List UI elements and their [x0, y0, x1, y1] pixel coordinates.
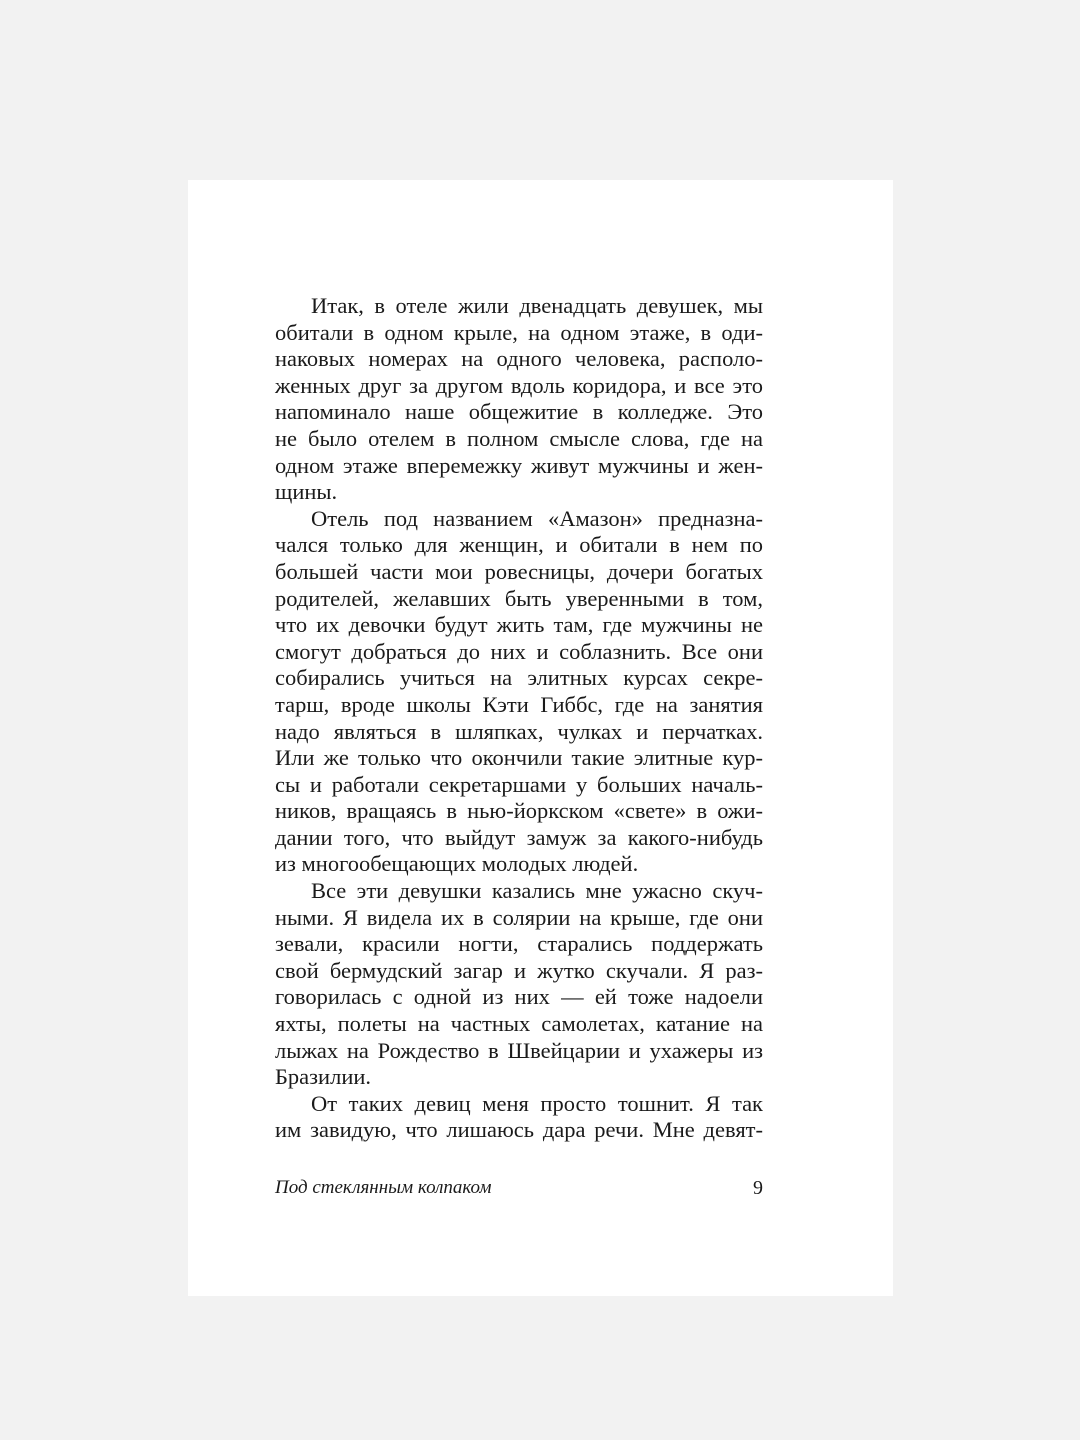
text-line: дании того, что выйдут замуж за какого-нибудь [275, 824, 763, 850]
text-line: большей части мои ровесницы, дочери богатых [275, 558, 763, 584]
text-line: женных друг за другом вдоль коридора, и все это [275, 372, 763, 398]
text-line: тарш, вроде школы Кэти Гиббс, где на занятия [275, 691, 763, 717]
text-line: щины. [275, 479, 338, 505]
text-line: Все эти девушки казались мне ужасно скуч- [311, 878, 763, 904]
text-line: Итак, в отеле жили двенадцать девушек, мы [311, 293, 763, 318]
text-line: свой бермудский загар и жутко скучали. Я раз- [275, 957, 763, 983]
text-line: смогут добраться до них и соблазнить. Все они [275, 638, 763, 664]
text-line: яхты, полеты на частных самолетах, катание на [275, 1011, 763, 1037]
body-text [275, 293, 763, 1144]
page-footer [275, 1177, 763, 1203]
text-line: из многообещающих молодых людей. [275, 851, 639, 877]
text-line: не было отелем в полном смысле слова, где на [275, 425, 763, 451]
text-line: одном этаже вперемежку живут мужчины и жен- [275, 452, 763, 478]
text-line: сы и работали секретаршами у больших началь- [275, 771, 763, 797]
text-line: зевали, красили ногти, старались поддержать [275, 931, 763, 957]
text-line: Или же только что окончили такие элитные кур- [275, 745, 763, 771]
text-line: Бразилии. [275, 1064, 372, 1090]
text-line: надо являться в шляпках, чулках и перчатках. [275, 718, 763, 744]
text-line: лыжах на Рождество в Швейцарии и ухажеры из [275, 1037, 763, 1063]
text-line: обитали в одном крыле, на одном этаже, в оди- [275, 319, 763, 345]
page-number: 9 [753, 1177, 763, 1199]
book-page [188, 180, 893, 1296]
text-line: ников, вращаясь в нью-йоркском «свете» в ожи- [275, 798, 763, 824]
text-line: собирались учиться на элитных курсах секре- [275, 665, 763, 691]
text-line: От таких девиц меня просто тошнит. Я так [311, 1090, 763, 1116]
text-line: родителей, желавших быть уверенными в том, [275, 585, 763, 611]
text-line: чался только для женщин, и обитали в нем по [275, 532, 763, 558]
text-line: ными. Я видела их в солярии на крыше, где они [275, 904, 763, 930]
text-line: наковых номерах на одного человека, располо- [275, 346, 763, 372]
text-line: напоминало наше общежитие в колледже. Это [275, 399, 763, 425]
text-line: говорилась с одной из них — ей тоже надоели [275, 984, 763, 1010]
text-line: им завидую, что лишаюсь дара речи. Мне девят- [275, 1117, 763, 1143]
text-line: что их девочки будут жить там, где мужчины не [275, 612, 763, 638]
running-title: Под стеклянным колпаком [275, 1177, 492, 1198]
text-line: Отель под названием «Амазон» предназна- [311, 505, 763, 531]
